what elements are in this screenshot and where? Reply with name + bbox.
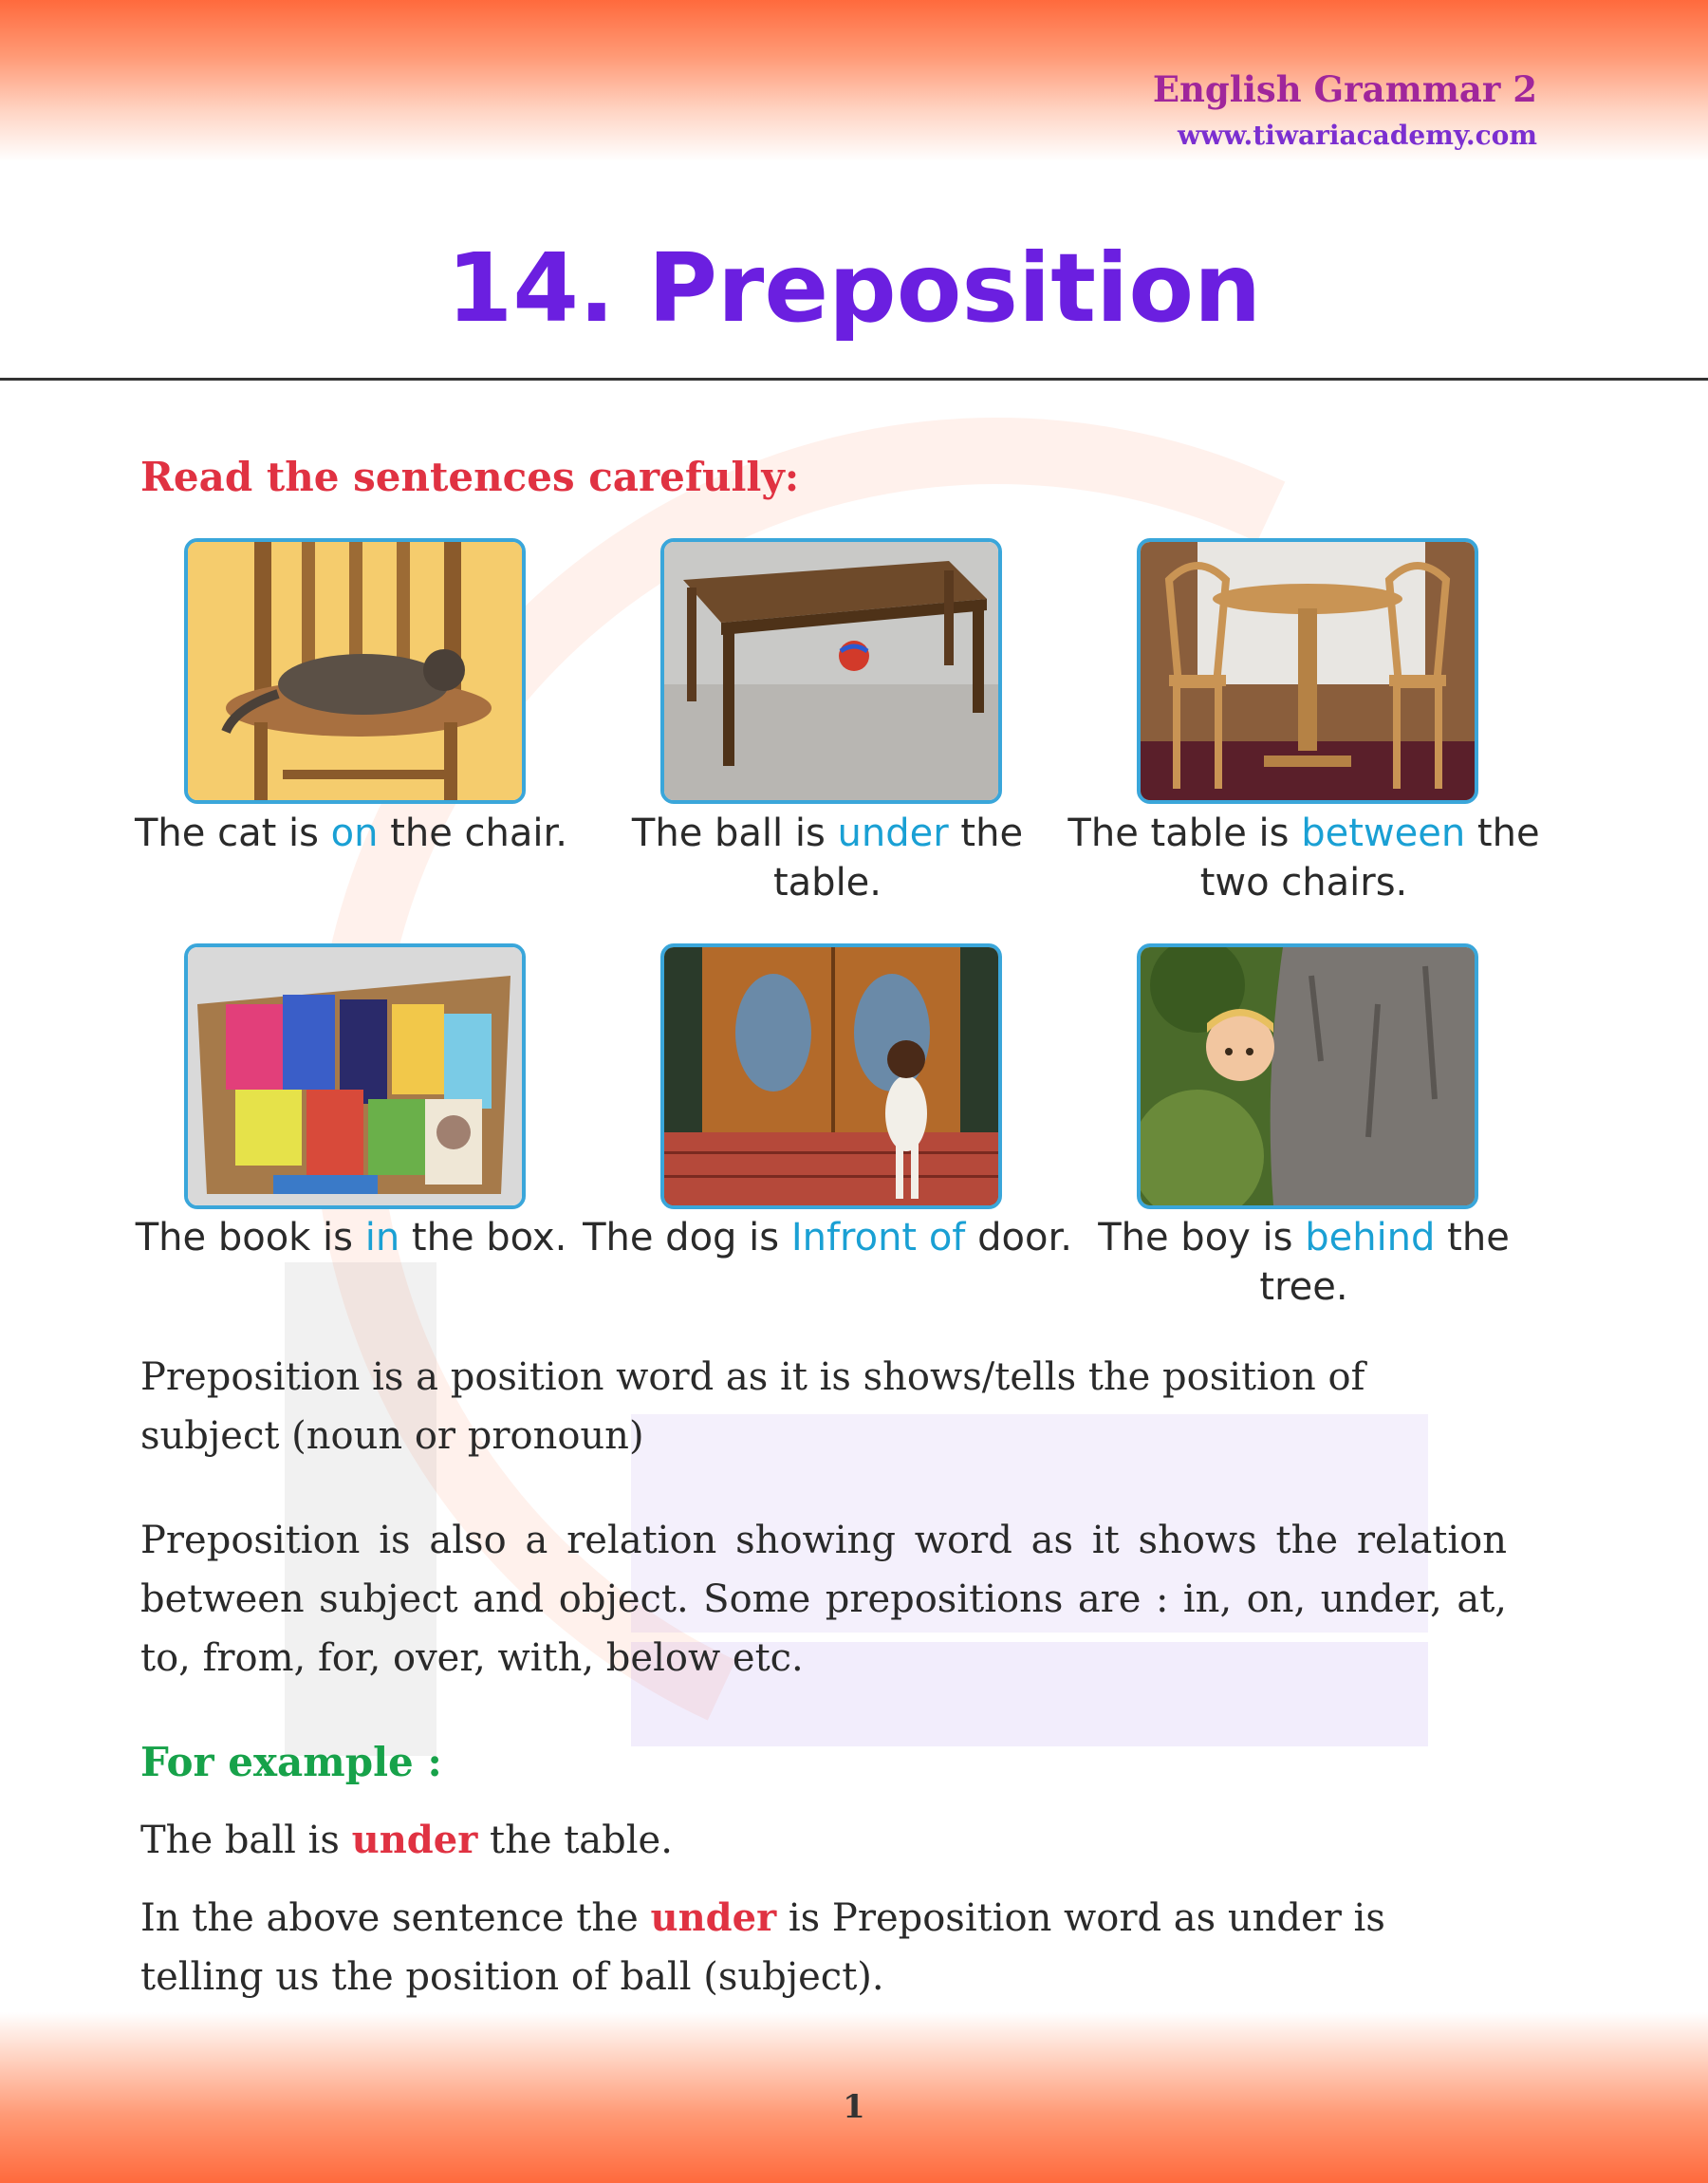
example-heading: For example : — [140, 1739, 442, 1785]
page-title: 14. Preposition — [446, 233, 1262, 344]
example-sentence: The ball is under the table. — [140, 1818, 673, 1862]
cat-on-chair-photo — [184, 538, 526, 804]
dog-in-front-of-door-photo — [660, 943, 1002, 1209]
caption-behind: The boy is behind the tree. — [1098, 1216, 1510, 1309]
caption-infront-of: The dog is Infront of door. — [583, 1216, 1072, 1259]
title-divider — [0, 378, 1708, 381]
definition-paragraph-relation: Preposition is also a relation showing word as it shows the relation between subject and object. Some prepositions are : in, on, under, at, to, from, for, over, with, below etc. — [140, 1519, 1507, 1680]
caption-on: The cat is on the chair. — [134, 812, 568, 855]
table-between-chairs-photo — [1137, 538, 1478, 804]
preposition-word: behind — [1305, 1216, 1436, 1259]
book-title: English Grammar 2 — [1152, 68, 1537, 110]
highlighted-preposition: under — [650, 1895, 777, 1940]
boy-behind-tree-photo — [1137, 943, 1478, 1209]
example-explanation: In the above sentence the under is Preposition word as under is telling us the position of ball (subject). — [140, 1895, 1385, 1999]
caption-in: The book is in the box. — [135, 1216, 567, 1259]
caption-between: The table is between the two chairs. — [1068, 812, 1540, 905]
instruction-heading: Read the sentences carefully: — [140, 454, 800, 500]
highlighted-preposition: under — [351, 1818, 478, 1862]
definition-paragraph-position: Preposition is a position word as it is shows/tells the position of subject (noun or pronoun) — [140, 1355, 1365, 1458]
books-in-box-photo — [184, 943, 526, 1209]
caption-under: The ball is under the table. — [631, 812, 1024, 905]
website-link[interactable]: www.tiwariacademy.com — [1178, 120, 1537, 151]
ball-under-table-photo — [660, 538, 1002, 804]
page-number: 1 — [843, 2088, 865, 2126]
preposition-word: on — [330, 812, 379, 855]
preposition-word: under — [837, 812, 949, 855]
preposition-word: in — [364, 1216, 400, 1259]
preposition-word: Infront of — [790, 1216, 966, 1259]
preposition-word: between — [1301, 812, 1466, 855]
